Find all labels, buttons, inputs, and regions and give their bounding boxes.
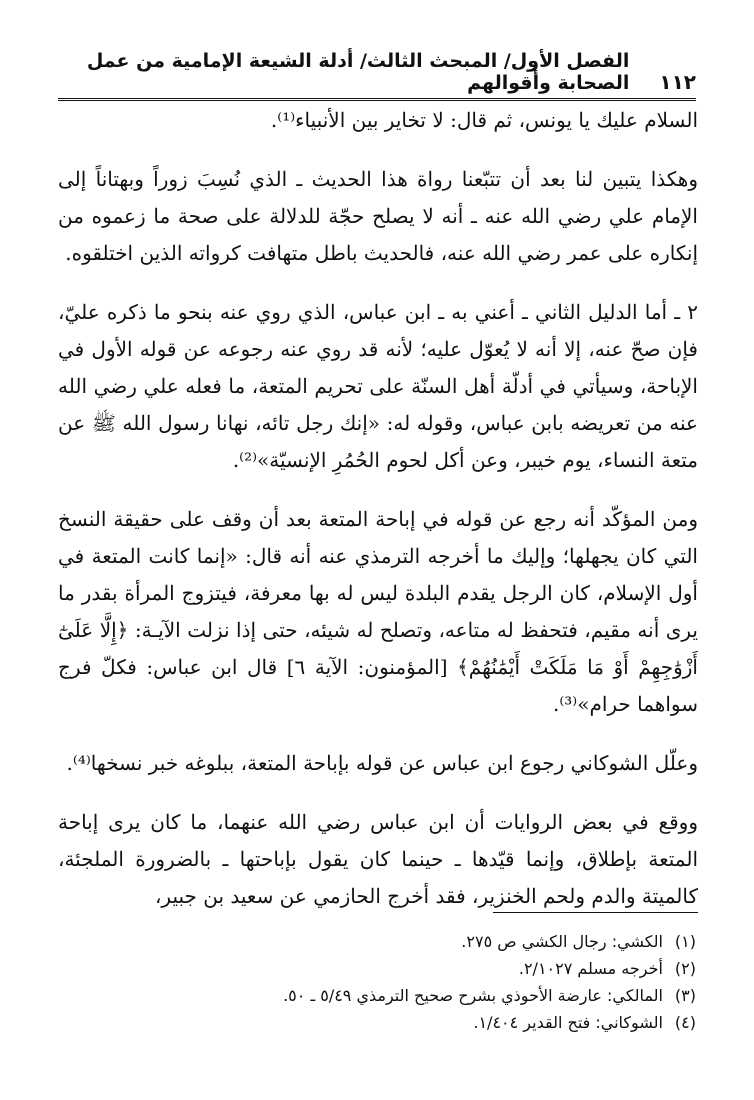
footnotes xyxy=(58,928,696,1036)
paragraph: ٢ ـ أما الدليل الثاني ـ أعني به ـ ابن عباس، الذي روي عنه بنحو ما ذكره عليّ، فإن صحّ عنه، إلا أنه لا يُعوّل عليه؛ لأنه قد روي عنه رجوعه عن قوله الأول في الإباحة، وسيأتي في أدلّة أهل السنّة على تحريم المتعة، ما فعله علي رضي الله عنه من تعريضه بابن عباس، وقوله له: «إنك رجل تائه، نهانا رسول الله ﷺ عن متعة النساء، يوم خيبر، وعن أكل لحوم الحُمُرِ الإنسيّة»⁽²⁾. xyxy=(58,300,698,472)
footnote-text: الكشي: رجال الكشي ص ٢٧٥. xyxy=(461,932,663,951)
chapter-title: الفصل الأول/ المبحث الثالث/ أدلة الشيعة الإمامية من عمل الصحابة وأقوالهم xyxy=(86,50,630,94)
main-text xyxy=(58,102,698,915)
page-number: ١١٢ xyxy=(659,70,696,94)
footnote xyxy=(58,928,696,955)
footnote xyxy=(58,982,696,1009)
running-header xyxy=(58,50,696,101)
footnote-text: الشوكاني: فتح القدير ١/٤٠٤. xyxy=(473,1013,663,1032)
footnote xyxy=(58,1009,696,1036)
paragraph: ووقع في بعض الروايات أن ابن عباس رضي الله عنهما، ما كان يرى إباحة المتعة بإطلاق، وإنما قيّدها ـ حينما كان يقول بإباحتها ـ بالضرورة الملجئة، كالميتة والدم ولحم الخنزير، فقد أخرج الحازمي عن سعيد بن جبير، xyxy=(58,810,699,908)
paragraph: وعلّل الشوكاني رجوع ابن عباس عن قوله بإباحة المتعة، ببلوغه خبر نسخها⁽⁴⁾. xyxy=(66,751,698,775)
footnote-number: (١) xyxy=(674,932,696,951)
footnote-number: (٣) xyxy=(674,986,696,1005)
paragraph: السلام عليك يا يونس، ثم قال: لا تخاير بين الأنبياء⁽¹⁾. xyxy=(270,108,698,132)
paragraph: وهكذا يتبين لنا بعد أن تتبّعنا رواة هذا الحديث ـ الذي نُسِبَ زوراً وبهتاناً إلى الإمام علي رضي الله عنه ـ أنه لا يصلح حجّة للدلالة على صحة ما زعموه من إنكاره على عمر رضي الله عنه، فالحديث باطل متهافت كرواته الذين اختلقوه. xyxy=(58,167,698,265)
footnote-number: (٤) xyxy=(674,1013,696,1032)
footnote xyxy=(58,955,696,982)
footnote-separator xyxy=(493,912,698,913)
footnote-number: (٢) xyxy=(674,959,696,978)
paragraph: ومن المؤكّد أنه رجع عن قوله في إباحة المتعة بعد أن وقف على حقيقة النسخ التي كان يجهلها؛ وإليك ما أخرجه الترمذي عنه أنه قال: «إنما كانت المتعة في أول الإسلام، كان الرجل يقدم البلدة ليس له بها معرفة، فيتزوج المرأة بقدر ما يرى أنه مقيم، فتحفظ له متاعه، وتصلح له شيئه، حتى إذا نزلت الآيـة: ﴿إِلَّا عَلَىٰٓ أَزْوَٰجِهِمْ أَوْ مَا مَلَكَتْ أَيْمَٰنُهُمْ﴾ [المؤمنون: الآية ٦] قال ابن عباس: فكلّ فرج سواهما حرام»⁽³⁾. xyxy=(58,507,698,716)
footnote-text: المالكي: عارضة الأحوذي بشرح صحيح الترمذي ٥/٤٩ ـ ٥٠. xyxy=(283,986,663,1005)
footnote-text: أخرجه مسلم ٢/١٠٢٧. xyxy=(518,959,663,978)
